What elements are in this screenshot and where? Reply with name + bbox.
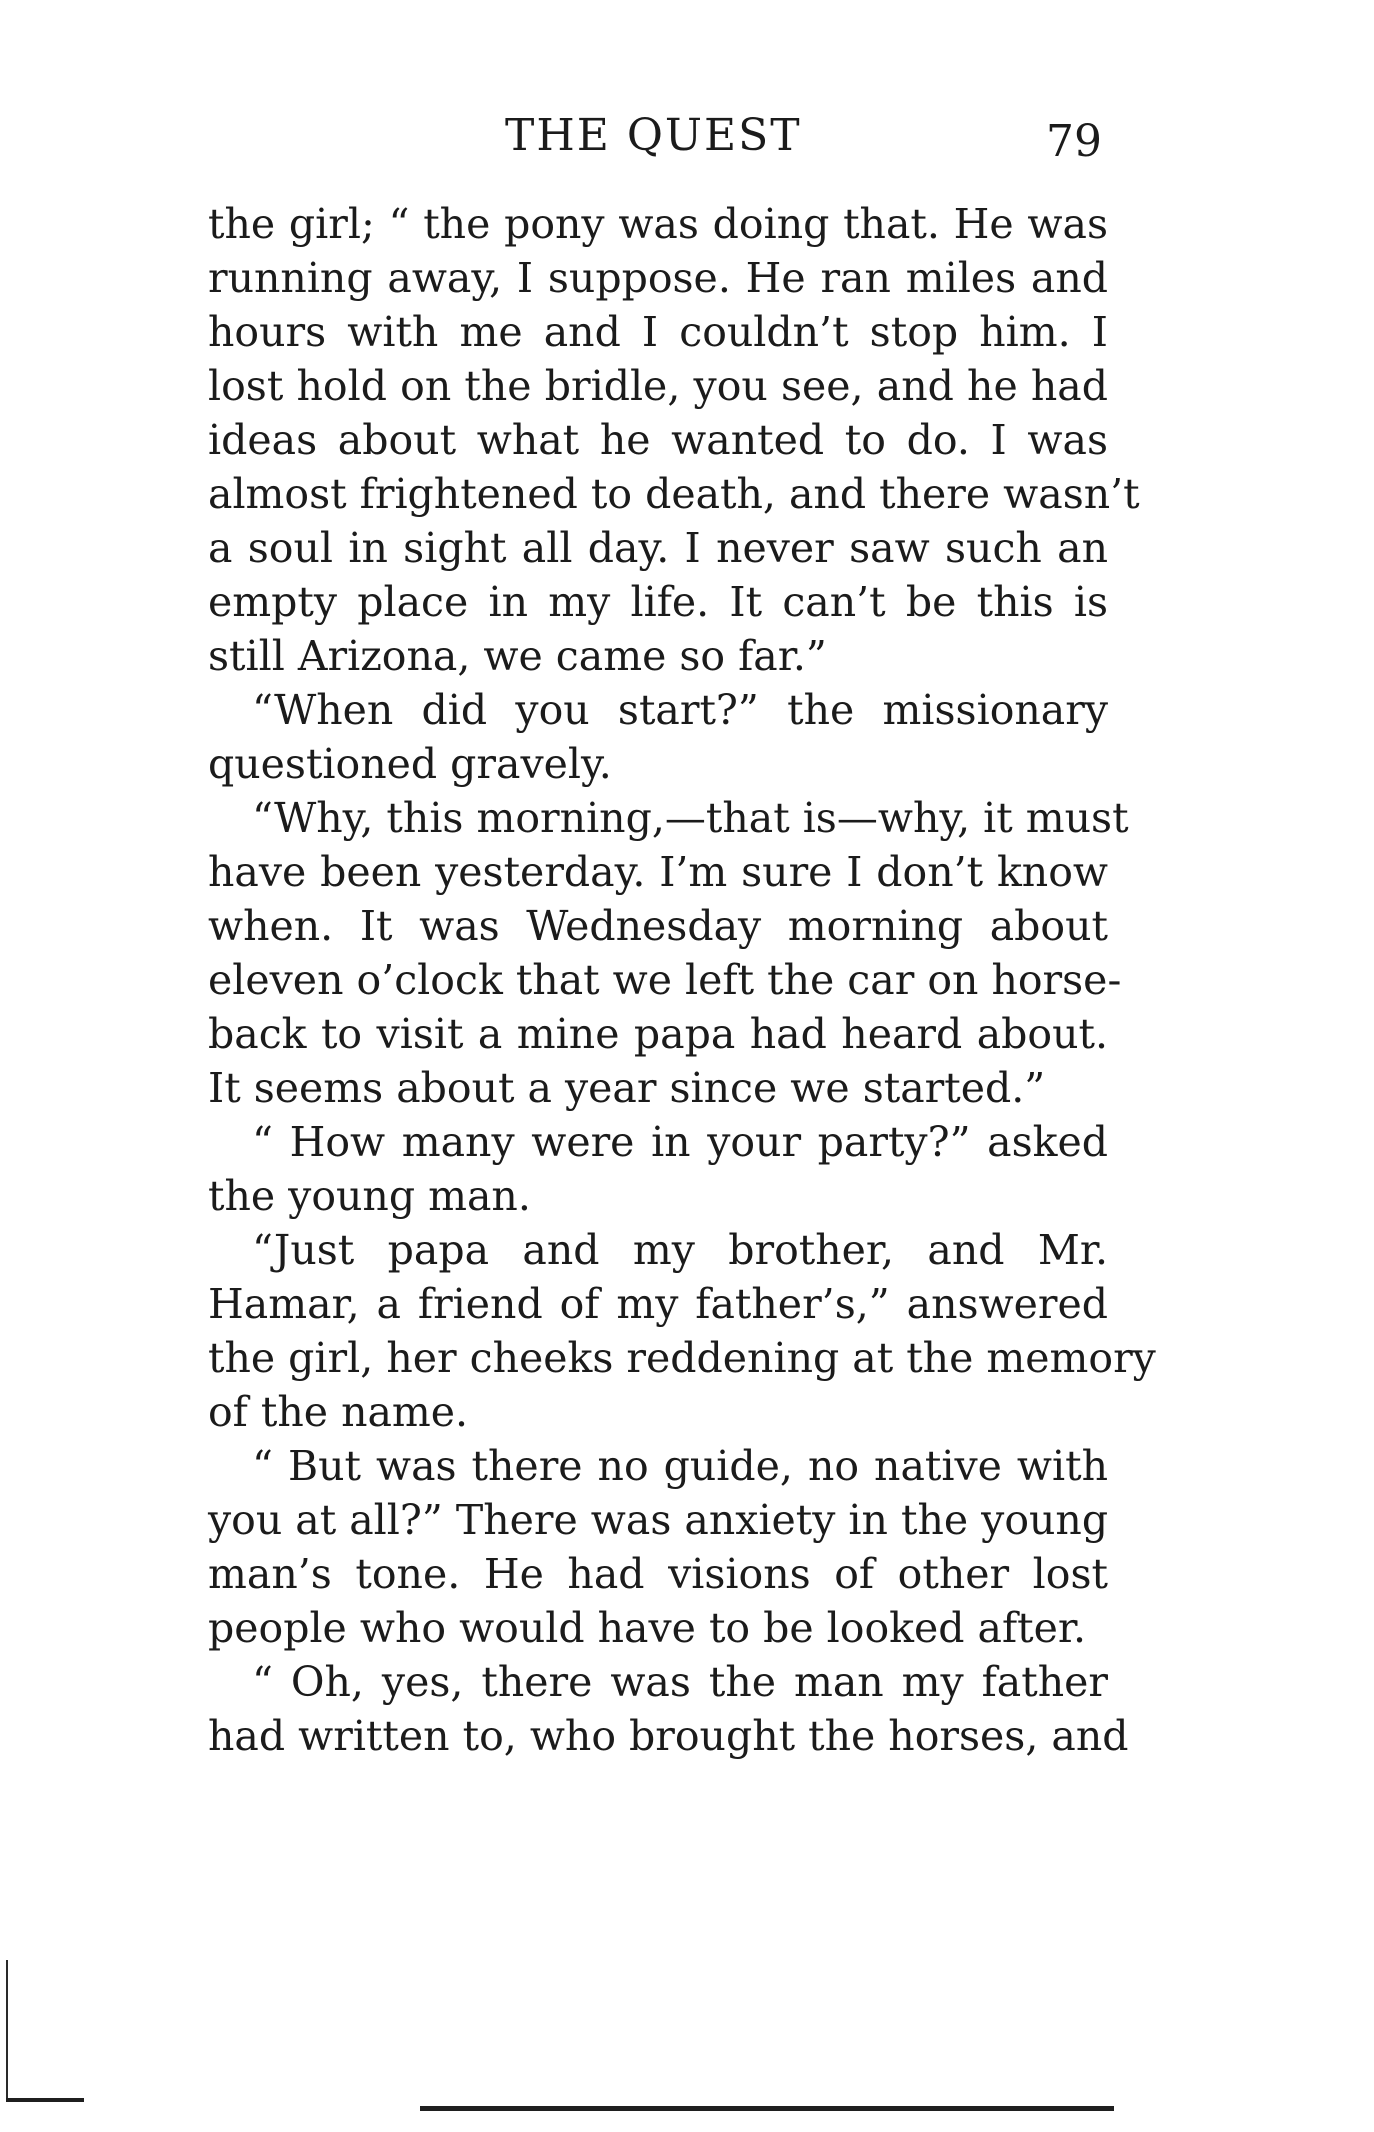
text-line: “Just papa and my brother, and Mr. [252, 1226, 1108, 1274]
text-line: when. It was Wednesday morning about [208, 902, 1108, 950]
text-line: “Why, this morning,—that is—why, it must [252, 794, 1129, 842]
text-line: “ Oh, yes, there was the man my father [252, 1658, 1108, 1706]
running-title: THE QUEST [505, 110, 802, 161]
text-line: “ But was there no guide, no native with [252, 1442, 1108, 1490]
text-line: people who would have to be looked after. [208, 1604, 1087, 1652]
text-line: man’s tone. He had visions of other lost [208, 1550, 1108, 1598]
text-line: lost hold on the bridle, you see, and he had [208, 362, 1108, 410]
text-line: ideas about what he wanted to do. I was [208, 416, 1108, 464]
text-line: the young man. [208, 1172, 531, 1220]
text-line: eleven o’clock that we left the car on horse- [208, 956, 1122, 1004]
text-line: the girl; “ the pony was doing that. He was [208, 200, 1108, 248]
text-line: “ How many were in your party?” asked [252, 1118, 1108, 1166]
text-line: It seems about a year since we started.” [208, 1064, 1046, 1112]
text-line: almost frightened to death, and there wasn’t [208, 470, 1140, 518]
text-line: the girl, her cheeks reddening at the memory [208, 1334, 1156, 1382]
text-line: had written to, who brought the horses, and [208, 1712, 1129, 1760]
body-text [208, 197, 1156, 1763]
scan-edge-mark [6, 1960, 8, 2100]
text-line: still Arizona, we came so far.” [208, 632, 827, 680]
scan-edge-rule [420, 2106, 1114, 2111]
text-line: “When did you start?” the missionary [252, 686, 1108, 734]
scan-edge-mark [6, 2098, 84, 2102]
text-line: hours with me and I couldn’t stop him. I [208, 308, 1108, 356]
text-line: Hamar, a friend of my father’s,” answered [208, 1280, 1108, 1328]
text-line: empty place in my life. It can’t be this is [208, 578, 1108, 626]
text-line: running away, I suppose. He ran miles and [208, 254, 1108, 302]
text-line: back to visit a mine papa had heard about. [208, 1010, 1108, 1058]
text-line: of the name. [208, 1388, 469, 1436]
text-line: you at all?” There was anxiety in the young [208, 1496, 1109, 1544]
text-line: have been yesterday. I’m sure I don’t know [208, 848, 1108, 896]
text-line: a soul in sight all day. I never saw such an [208, 524, 1108, 572]
page-header [208, 106, 1108, 166]
page-number: 79 [1046, 116, 1102, 167]
text-line: questioned gravely. [208, 740, 612, 788]
